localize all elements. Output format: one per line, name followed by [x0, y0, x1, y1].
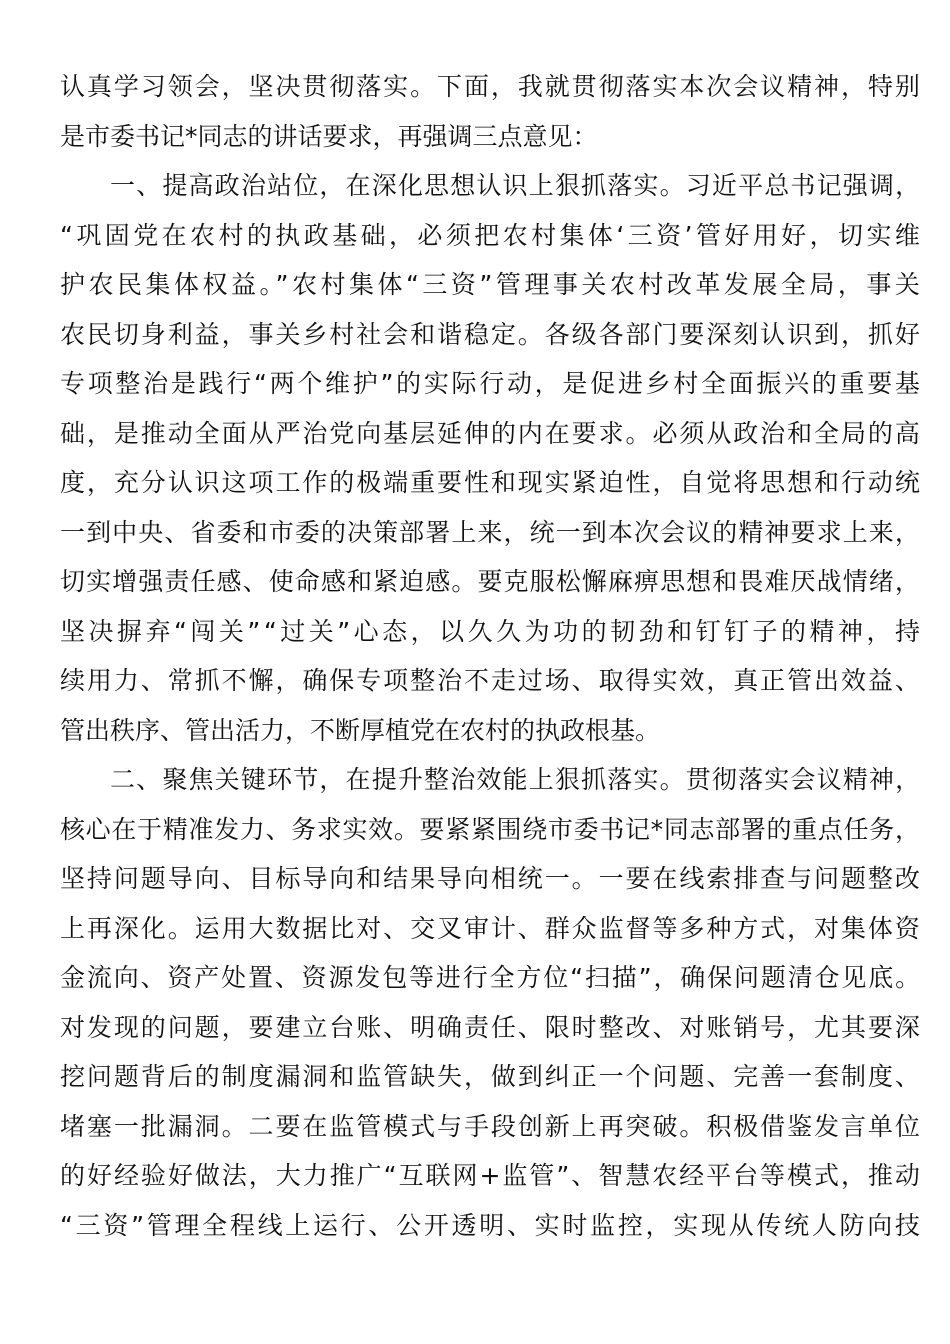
text-line: 专项整治是践行“两个维护”的实际行动，是促进乡村全面振兴的重要基	[60, 369, 923, 398]
text-line: 对发现的问题，要建立台账、明确责任、限时整改、对账销号，尤其要深	[60, 1012, 922, 1042]
text-line: 金流向、资产处置、资源发包等进行全方位“扫描”，确保问题清仓见底。	[60, 963, 922, 992]
text-line: 的好经验好做法，大力推广“互联网+监管”、智慧农经平台等模式，推动	[60, 1161, 922, 1190]
text-line: 农民切身利益，事关乡村社会和谐稳定。各级各部门要深刻认识到，抓好	[60, 319, 922, 349]
text-line: 堵塞一批漏洞。二要在监管模式与手段创新上再突破。积极借鉴发言单位	[60, 1111, 922, 1141]
text-line: 坚持问题导向、目标导向和结果导向相统一。一要在线索排查与问题整改	[60, 864, 922, 893]
text-line: 切实增强责任感、使命感和紧迫感。要克服松懈麻痹思想和畏难厌战情绪，	[60, 567, 921, 596]
text-line: 上再深化。运用大数据比对、交叉审计、群众监督等多种方式，对集体资	[60, 913, 922, 943]
text-line: 挖问题背后的制度漏洞和监管缺失，做到纠正一个问题、完善一套制度、	[60, 1062, 922, 1091]
text-line: 坚决摒弃“闯关”“过关”心态，以久久为功的韧劲和钉钉子的精神，持	[60, 616, 924, 646]
text-line: 础，是推动全面从严治党向基层延伸的内在要求。必须从政治和全局的高	[60, 418, 922, 448]
text-line: 是市委书记*同志的讲话要求，再强调三点意见：	[60, 121, 598, 151]
document-body	[60, 62, 924, 1250]
text-line: 二、聚焦关键环节，在提升整治效能上狠抓落实。贯彻落实会议精神，	[110, 765, 922, 794]
text-line: “三资”管理全程线上运行、公开透明、实时监控，实现从传统人防向技	[60, 1210, 923, 1240]
text-line: 管出秩序、管出活力，不断厚植党在农村的执政根基。	[60, 715, 661, 745]
text-line: 认真学习领会，坚决贯彻落实。下面，我就贯彻落实本次会议精神，特别	[60, 72, 922, 101]
text-line: 度，充分认识这项工作的极端重要性和现实紧迫性，自觉将思想和行动统	[60, 468, 922, 497]
text-line: 核心在于精准发力、务求实效。要紧紧围绕市委书记*同志部署的重点任务，	[60, 814, 921, 844]
text-line: 一、提高政治站位，在深化思想认识上狠抓落实。习近平总书记强调，	[110, 171, 922, 200]
text-line: 护农民集体权益。”农村集体“三资”管理事关农村改革发展全局，事关	[60, 270, 924, 299]
text-line: 续用力、常抓不懈，确保专项整治不走过场、取得实效，真正管出效益、	[60, 666, 922, 695]
text-line: 一到中央、省委和市委的决策部署上来，统一到本次会议的精神要求上来，	[60, 517, 921, 547]
text-line: “巩固党在农村的执政基础，必须把农村集体‘三资’管好用好，切实维	[60, 220, 924, 250]
